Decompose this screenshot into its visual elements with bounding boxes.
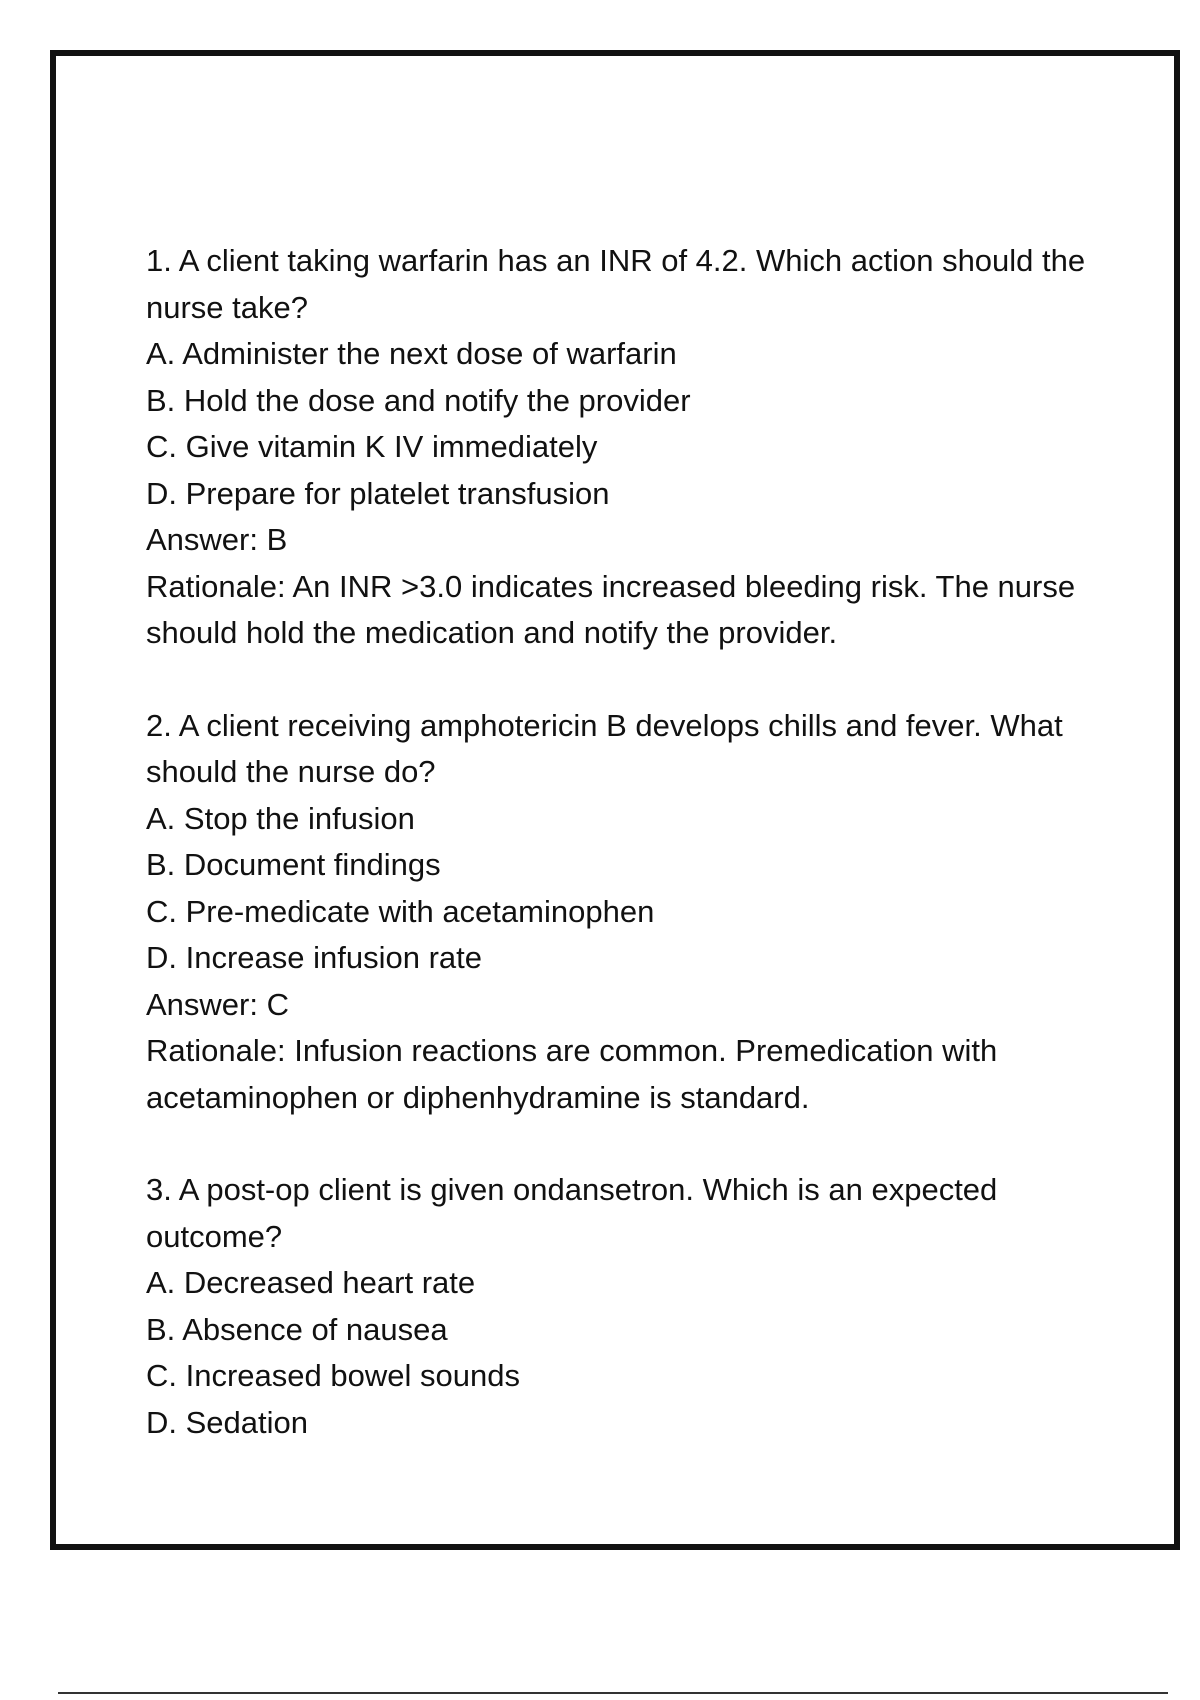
option-d: D. Increase infusion rate — [146, 940, 483, 975]
rationale-text: Rationale: Infusion reactions are common. Premedication with acetaminophen or diphenhydramine is standard. — [146, 1033, 998, 1115]
option-d: D. Sedation — [146, 1404, 308, 1440]
rationale-text: Rationale: An INR >3.0 indicates increased bleeding risk. The nurse should hold the medication and notify the provider. — [146, 568, 1076, 650]
question-stem: 3. A post-op client is given ondansetron. Which is an expected outcome? — [146, 1172, 998, 1254]
option-d: D. Prepare for platelet transfusion — [146, 475, 610, 511]
option-a: A. Decreased heart rate — [146, 1265, 476, 1300]
question-stem: 1. A client taking warfarin has an INR of 4.2. Which action should the nurse take? — [146, 243, 1086, 325]
question-1 — [146, 238, 1106, 657]
answer-text: Answer: B — [146, 522, 288, 557]
option-c: C. Give vitamin K IV immediately — [146, 429, 598, 464]
question-list — [146, 238, 1106, 1492]
answer-text: Answer: C — [146, 986, 289, 1022]
option-b: B. Absence of nausea — [146, 1311, 448, 1347]
option-b: B. Hold the dose and notify the provider — [146, 382, 691, 418]
question-stem: 2. A client receiving amphotericin B develops chills and fever. What should the nurse do? — [146, 707, 1063, 789]
option-a: A. Administer the next dose of warfarin — [146, 336, 677, 371]
question-2 — [146, 703, 1106, 1122]
option-b: B. Document findings — [146, 847, 441, 882]
question-3 — [146, 1167, 1106, 1446]
option-c: C. Pre-medicate with acetaminophen — [146, 893, 655, 929]
option-c: C. Increased bowel sounds — [146, 1358, 520, 1393]
footer-divider — [58, 1692, 1168, 1694]
option-a: A. Stop the infusion — [146, 800, 415, 836]
